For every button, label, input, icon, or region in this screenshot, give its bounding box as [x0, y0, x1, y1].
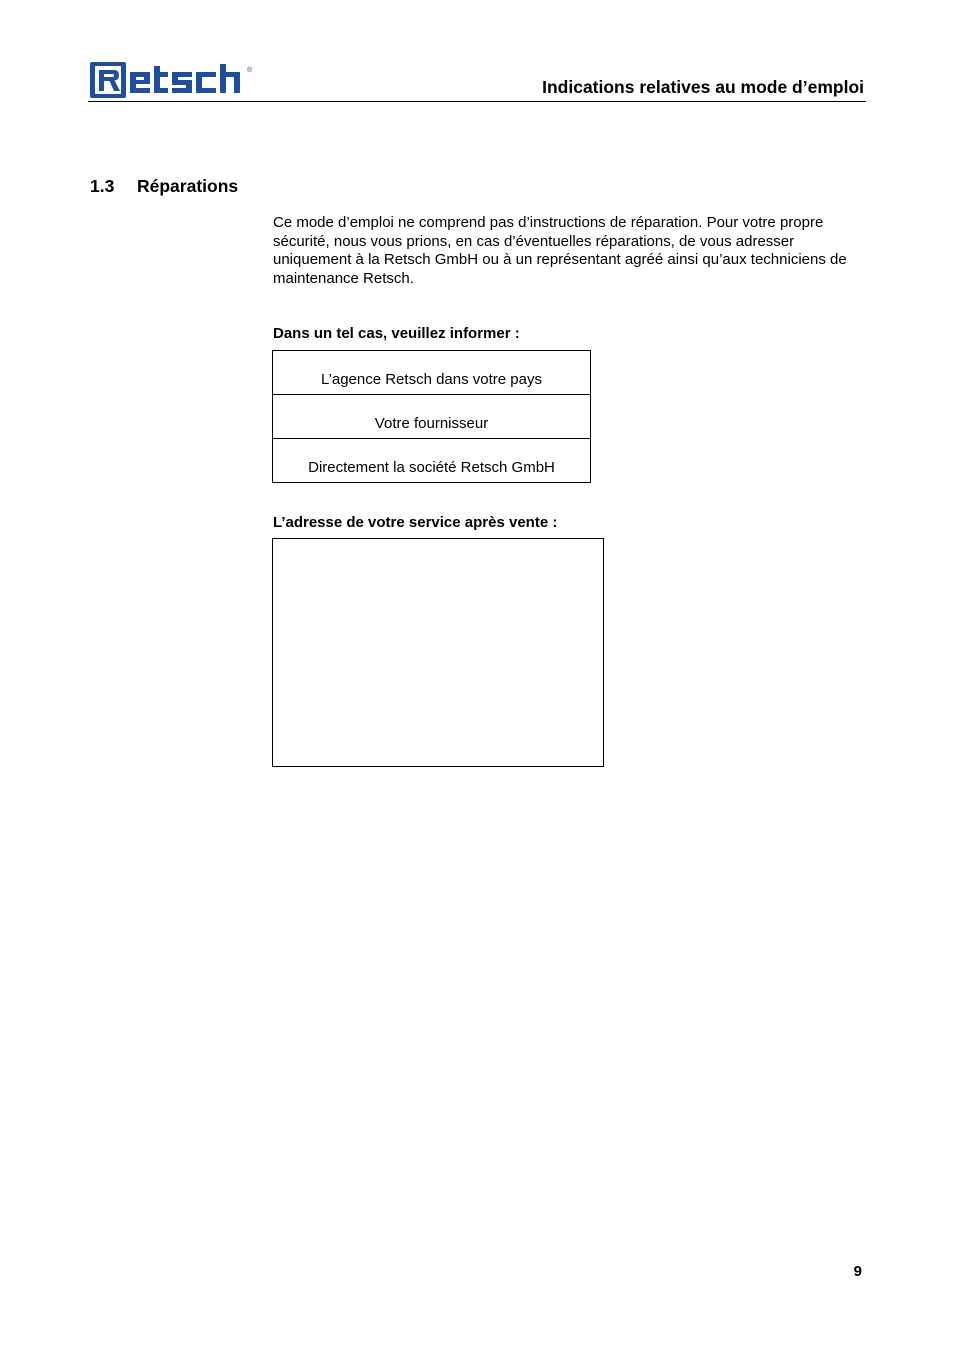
- table-cell: [273, 351, 591, 395]
- table-row: [273, 439, 591, 483]
- table-cell: [273, 395, 591, 439]
- header-title: Indications relatives au mode d’emploi: [542, 77, 864, 97]
- section-title: Réparations: [137, 176, 239, 196]
- table-cell: [273, 439, 591, 483]
- contact-label: Dans un tel cas, veuillez informer :: [273, 325, 520, 342]
- retsch-logo: [90, 62, 258, 98]
- table-row: [273, 351, 591, 395]
- page-number: 9: [853, 1263, 862, 1280]
- header-divider: [88, 101, 866, 102]
- svg-text:®: ®: [247, 67, 253, 74]
- contact-table: [272, 350, 591, 483]
- table-row: [273, 395, 591, 439]
- address-box: [272, 538, 604, 767]
- section-heading: [90, 176, 238, 197]
- section-number: 1.3: [90, 176, 115, 196]
- contact-row-agency: L’agence Retsch dans votre pays: [321, 371, 542, 388]
- contact-row-supplier: Votre fournisseur: [374, 415, 489, 432]
- contact-row-company: Directement la société Retsch GmbH: [308, 459, 555, 476]
- intro-paragraph: Ce mode d’emploi ne comprend pas d’instructions de réparation. Pour votre propre sécurité, nous vous prions, en cas d’éventuelles réparations, de vous adresser uniquement à la Retsch GmbH ou à un représentant agréé ainsi qu’aux techniciens de maintenance Retsch.: [273, 214, 847, 287]
- address-label: L’adresse de votre service après vente :: [273, 514, 558, 531]
